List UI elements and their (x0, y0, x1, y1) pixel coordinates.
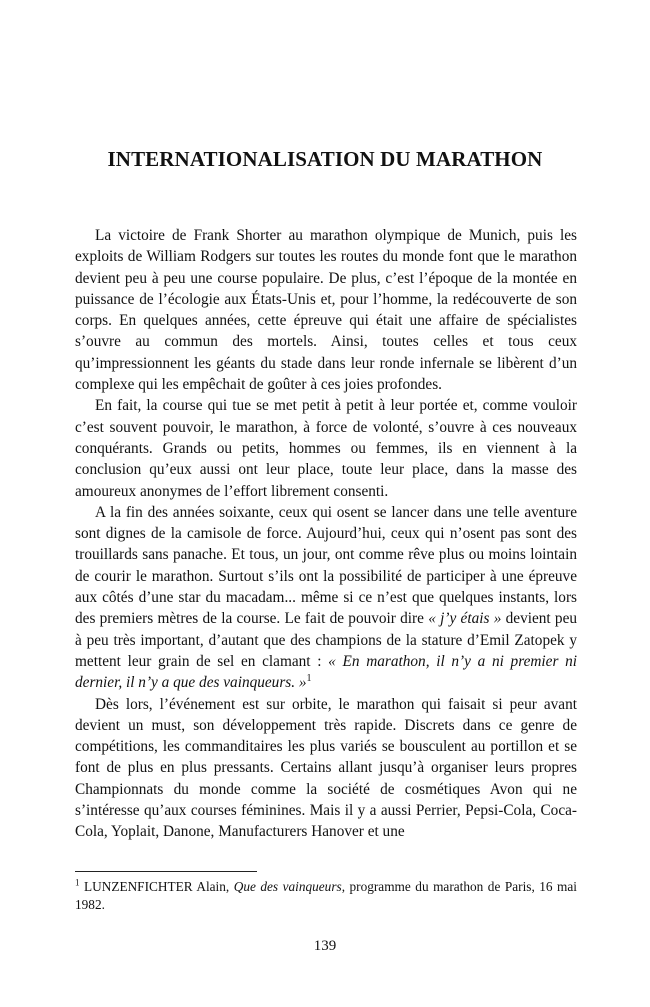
footnote-details: , programme du marathon de Paris, 16 mai 1982. (75, 879, 577, 912)
paragraph-1: La victoire de Frank Shorter au marathon olympique de Munich, puis les exploits de William Rodgers sur toutes les routes du monde font que le marathon devient peu à peu une course populaire. De plus, c’est l’époque de la montée en puissance de l’écologie aux États-Unis et, pour l’homme, la redécouverte de son corps. En quelques années, cette épreuve qui était une affaire de spécialistes s’ouvre au commun des mortels. Ainsi, toutes celles et tous ceux qu’impressionnent les géants du stade dans leur ronde infernale se libèrent d’un complexe qui les empêchait de goûter à ces joies profondes. (75, 227, 577, 394)
paragraph-4: Dès lors, l’événement est sur orbite, le marathon qui faisait si peur avant devient un must, son développement très rapide. Discrets dans ce genre de compétitions, les commanditaires les plus variés se bousculent au portillon et se font de plus en plus pressants. Certains allant jusqu’à organiser leurs propres Championnats du monde comme la société de cosmétiques Avon qui ne s’intéresse qu’aux courses féminines. Mais il y a aussi Perrier, Pepsi-Cola, Coca-Cola, Yoplait, Danone, Manufacturers Hanover et une (75, 695, 577, 841)
paragraph-3-part2: devient peu à peu très important, d’autant que des champions de la stature d’Emil Zatopek y mettent leur grain de sel en clamant : (75, 610, 578, 670)
paragraph-3-part1: A la fin des années soixante, ceux qui osent se lancer dans une telle aventure sont dignes de la camisole de force. Aujourd’hui, ceux qui n’osent pas sont des trouillards sans panache. Et tous, un jour, ont comme rêve plus ou moins lointain de courir le marathon. Surtout s’ils ont la possibilité de participer à une épreuve aux côtés d’une star du macadam... même si ce n’est que quelques instants, lors des premiers mètres de la course. Le fait de pouvoir dire (75, 503, 577, 628)
paragraph-2: En fait, la course qui tue se met petit à petit à leur portée et, comme vouloir c’est souvent pouvoir, le marathon, à force de volonté, s’ouvre à ces nouveaux conquérants. Grands ou petits, hommes ou femmes, ils en viennent à la conclusion qu’eux aussi ont leur place, toute leur place, dans la masse des amoureux anonymes de l’effort librement consenti. (75, 397, 577, 500)
footnote-author: LUNZENFICHTER Alain, (79, 879, 234, 894)
quote-zatopek: « En marathon, il n’y a ni premier ni dernier, il n’y a que des vainqueurs. » (75, 652, 578, 692)
paragraph-3 (75, 502, 577, 694)
footnote-reference: 1 (306, 673, 312, 685)
footnote-number: 1 (75, 877, 80, 888)
footnote-title: Que des vainqueurs (233, 879, 342, 894)
page-number: 139 (313, 938, 337, 954)
body-text (75, 225, 577, 843)
chapter-title: INTERNATIONALISATION DU MARATHON (107, 147, 543, 171)
footnote-divider (75, 871, 257, 872)
quote-jy-etais: « j’y étais » (428, 610, 502, 628)
footnote (75, 878, 577, 914)
